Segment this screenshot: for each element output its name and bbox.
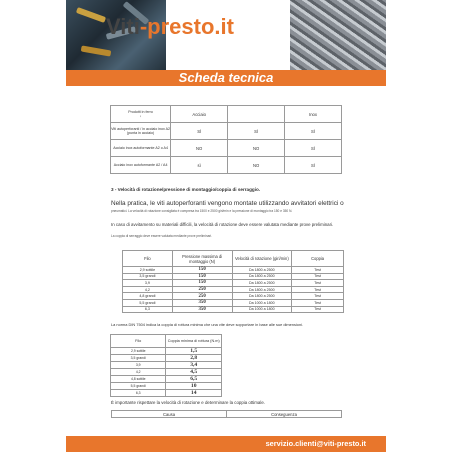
table-header-row	[123, 251, 344, 267]
section-title: 3 - Velocità di rotazione/pressione di montaggio/coppia di serraggio.	[111, 187, 261, 192]
table-row	[111, 390, 222, 397]
table-row	[123, 280, 344, 287]
table-cell: sì	[171, 157, 228, 174]
table-cell: Da 1800 a 2500	[232, 286, 292, 293]
table-header-cell: Coppia	[292, 251, 344, 267]
table-row	[123, 299, 344, 306]
table-row	[123, 267, 344, 274]
table-cell: 4,2	[111, 369, 166, 376]
norm-note: La norma DIN 7504 indica la coppia di rottura minima che una vite deve sopportare in base alle sue dimensioni.	[111, 322, 304, 327]
table-row	[111, 376, 222, 383]
torque-note: È importante rispettare la velocità di rotazione e determinare la coppia ottimale.	[111, 400, 265, 405]
table-cell: 10	[166, 383, 222, 390]
table-cell: 150	[172, 273, 232, 280]
table-cell: SÌ	[171, 123, 228, 140]
table-header-row	[112, 411, 342, 418]
logo[interactable]: Viti-presto.it	[106, 14, 234, 39]
table-cell: SÌ	[285, 157, 342, 174]
table-row	[111, 362, 222, 369]
table-cell: 6,3	[111, 390, 166, 397]
table-cell: 3,4	[166, 362, 222, 369]
table-cell: NO	[228, 157, 285, 174]
table-cell: 150	[172, 280, 232, 287]
table-cell: 2,8	[166, 355, 222, 362]
table-cell: SÌ	[285, 123, 342, 140]
table-header-cell	[228, 106, 285, 123]
table-row	[123, 273, 344, 280]
customer-service-email[interactable]: servizio.clienti@viti-presto.it	[265, 439, 366, 448]
table-row	[111, 140, 342, 157]
table-row	[111, 383, 222, 390]
table-cell: 6,5	[166, 376, 222, 383]
table-header-cell: Conseguenza	[227, 411, 342, 418]
table-cell: 4,8 grandi	[123, 293, 173, 300]
table-header-cell: Coppia minima di rottura (N.m)	[166, 335, 222, 348]
footer-band	[66, 436, 386, 452]
table-cell: Da 1800 a 2500	[232, 273, 292, 280]
table-cell: NO	[228, 140, 285, 157]
table-cell: Da 1800 a 2500	[232, 293, 292, 300]
table-header-cell: Acciaio	[171, 106, 228, 123]
table-cell: 5,5 grandi	[123, 299, 173, 306]
title-band	[66, 70, 386, 86]
table-cell: Test	[292, 267, 344, 274]
table-cell: 250	[172, 286, 232, 293]
table-cell: SÌ	[228, 123, 285, 140]
table-cell: Viti autoperforanti / in acciaio inox A2 (punta in acciaio)	[111, 123, 171, 140]
page-title: Scheda tecnica	[178, 70, 274, 85]
paragraph-small: La coppia di serraggio deve essere valutata mediante prove preliminari.	[111, 234, 212, 238]
table-cell: NO	[171, 140, 228, 157]
table-header-row	[111, 335, 222, 348]
table-cell: Test	[292, 293, 344, 300]
table-header-row	[111, 106, 342, 123]
table-header-cell: Pressione massima di montaggio (N)	[172, 251, 232, 267]
table-cell: 2,9 sottile	[111, 348, 166, 355]
table-cell: 3,5 grandi	[111, 355, 166, 362]
table-body	[111, 348, 222, 397]
table-cell: Da 1000 a 1800	[232, 299, 292, 306]
paragraph: In caso di avvitamento su materiali difficili, la velocità di rotazione deve essere valutata mediante prove preliminari.	[111, 222, 334, 227]
table-cell: 1,5	[166, 348, 222, 355]
table-header-cell: Velocità di rotazione (giri/min)	[232, 251, 292, 267]
table-cell: Da 1800 a 2500	[232, 280, 292, 287]
table-cell: 3,9	[111, 362, 166, 369]
table-header-cell: Filo	[111, 335, 166, 348]
table-cell: 3,9	[123, 280, 173, 287]
table-cell: Test	[292, 299, 344, 306]
paragraph: Nella pratica, le viti autoperforanti vengono montate utilizzando avvitatori elettrici o	[111, 200, 344, 207]
table-cell: Test	[292, 280, 344, 287]
table-row	[111, 369, 222, 376]
table-cell: 4,8 sottile	[111, 376, 166, 383]
table-header-cell: Inox	[285, 106, 342, 123]
screws-photo	[290, 0, 386, 70]
breaking-torque-table	[110, 334, 222, 397]
table-cell: 250	[172, 293, 232, 300]
table-cell: 350	[172, 299, 232, 306]
table-cell: 5,5 grandi	[111, 383, 166, 390]
table-row	[111, 157, 342, 174]
table-cell: SÌ	[285, 140, 342, 157]
paragraph-small: pneumatici. La velocità di rotazione consigliata è compresa tra 1500 e 2500 giri/min e la pressione di montaggio tra 150 e 350 N.	[111, 209, 293, 213]
table-cell: 150	[172, 267, 232, 274]
cause-effect-table	[111, 410, 342, 418]
rotation-speed-table	[122, 250, 344, 313]
table-cell: 14	[166, 390, 222, 397]
table-row	[111, 123, 342, 140]
table-cell: 2,9 sottile	[123, 267, 173, 274]
table-cell: 4,5	[166, 369, 222, 376]
table-row	[123, 306, 344, 313]
table-header-cell: Causa	[112, 411, 227, 418]
table-cell: Da 1000 a 1800	[232, 306, 292, 313]
compatibility-table	[110, 105, 342, 174]
table-row	[111, 348, 222, 355]
table-cell: 350	[172, 306, 232, 313]
table-row	[123, 286, 344, 293]
table-cell: Da 1800 a 2500	[232, 267, 292, 274]
table-cell: 3,5 grandi	[123, 273, 173, 280]
table-row	[123, 293, 344, 300]
table-body	[123, 267, 344, 313]
table-cell: Test	[292, 286, 344, 293]
table-cell: Test	[292, 306, 344, 313]
table-header-cell: Filo	[123, 251, 173, 267]
table-cell: Acciaio inox autoformante A2 o A4	[111, 140, 171, 157]
table-cell: Test	[292, 273, 344, 280]
table-row	[111, 355, 222, 362]
table-header-cell: Prodotti in ferro ↓	[111, 106, 171, 123]
table-cell: Acciaio inox autoformante A2 / A4	[111, 157, 171, 174]
table-cell: 6,3	[123, 306, 173, 313]
table-cell: 4,2	[123, 286, 173, 293]
